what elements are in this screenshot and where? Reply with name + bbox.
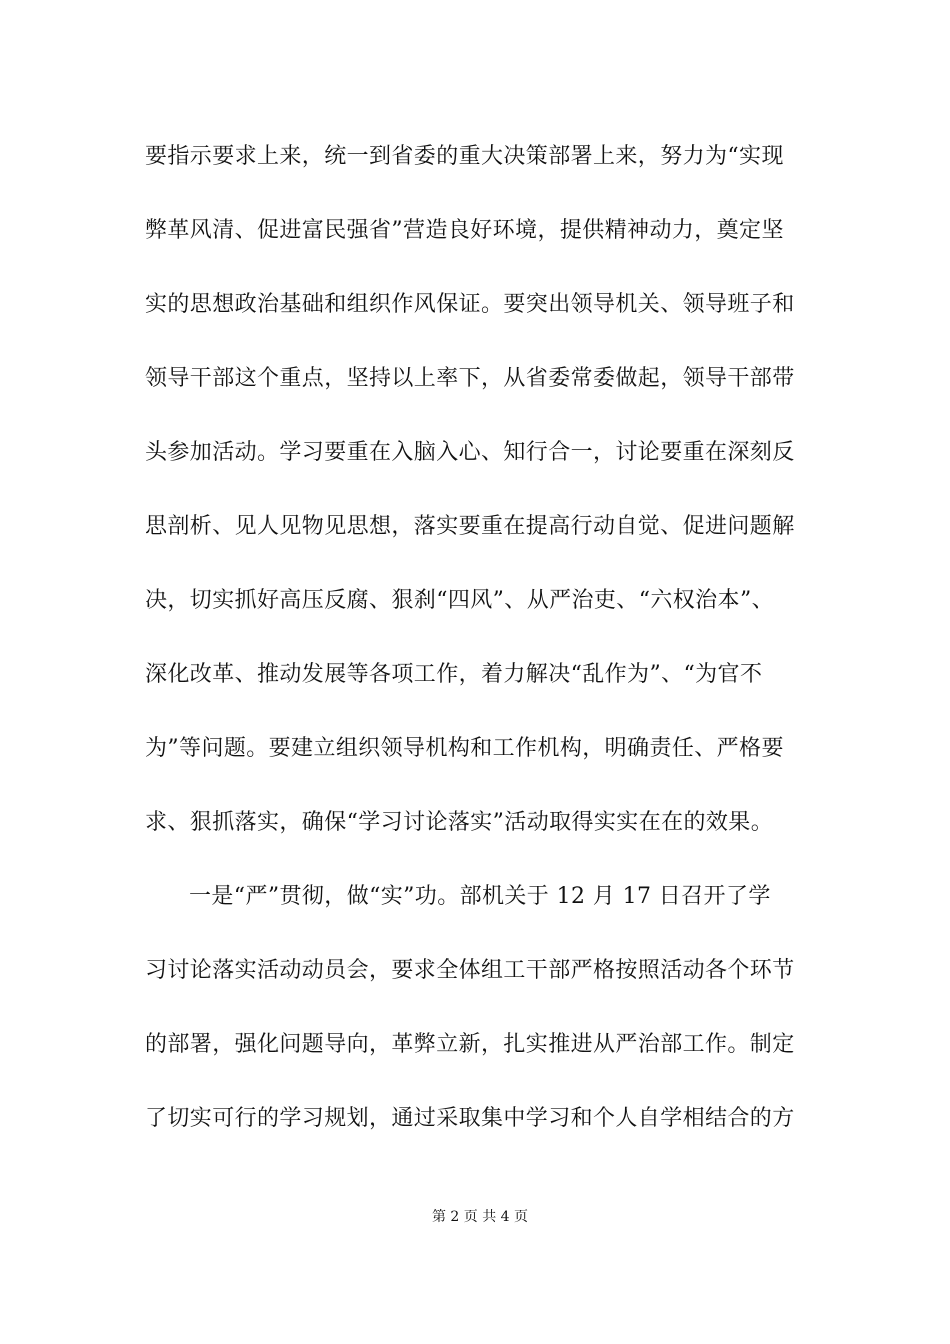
text-line: 深化改革、推动发展等各项工作，着力解决“乱作为”、“为官不 [145,662,763,687]
text-line: 习讨论落实活动动员会，要求全体组工干部严格按照活动各个环节 [145,958,795,983]
text-line: 领导干部这个重点，坚持以上率下，从省委常委做起，领导干部带 [145,366,795,391]
text-line: 思剖析、见人见物见思想，落实要重在提高行动自觉、促进问题解 [145,514,795,539]
text-line: 头参加活动。学习要重在入脑入心、知行合一，讨论要重在深刻反 [145,440,795,465]
text-line: 决，切实抓好高压反腐、狠刹“四风”、从严治吏、“六权治本”、 [145,588,774,613]
text-line: 弊革风清、促进富民强省”营造良好环境，提供精神动力，奠定坚 [145,218,784,243]
text-line: 的部署，强化问题导向，革弊立新，扎实推进从严治部工作。制定 [145,1032,795,1057]
paragraph-first-line: 一是“严”贯彻，做“实”功。部机关于 12 月 17 日召开了学 [189,884,771,909]
text-line: 了切实可行的学习规划，通过采取集中学习和个人自学相结合的方 [145,1106,795,1131]
text-line: 实的思想政治基础和组织作风保证。要突出领导机关、领导班子和 [145,292,795,317]
text-line: 为”等问题。要建立组织领导机构和工作机构，明确责任、严格要 [145,736,784,761]
text-line: 求、狠抓落实，确保“学习讨论落实”活动取得实实在在的效果。 [145,810,774,835]
text-line: 要指示要求上来，统一到省委的重大决策部署上来，努力为“实现 [145,144,784,169]
page-number-footer: 第 2 页 共 4 页 [431,1209,529,1225]
